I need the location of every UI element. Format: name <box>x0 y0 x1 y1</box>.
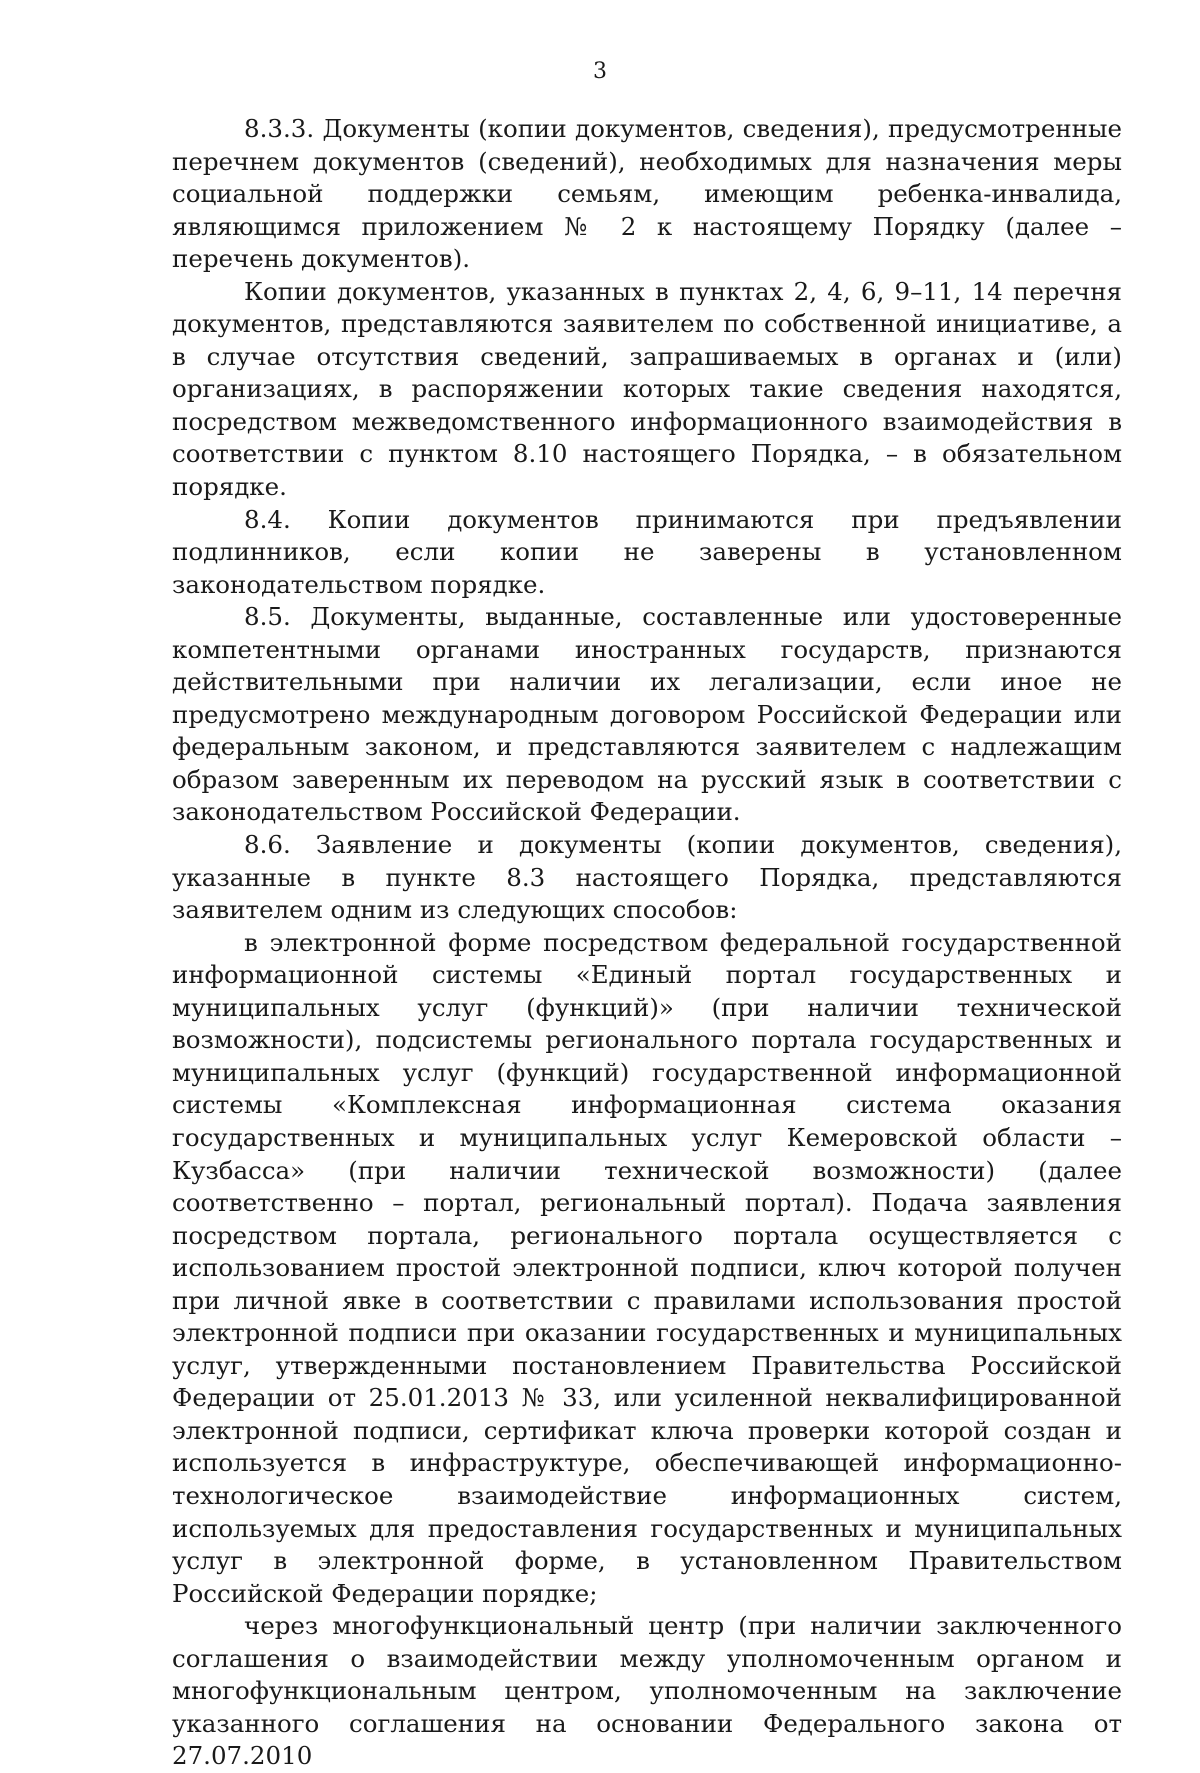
paragraph-8-5: 8.5. Документы, выданные, составленные или удостоверенные компетентными органами иностранных государств, признаются действительными при наличии их легализации, если иное не предусмотрено международным договором Российской Федерации или федеральным законом, и представляются заявителем с надлежащим образом заверенным их переводом на русский язык в соответствии с законодательством Российской Федерации. <box>172 602 1122 827</box>
paragraph-copies-of-documents: Копии документов, указанных в пунктах 2, 4, 6, 9–11, 14 перечня документов, представляются заявителем по собственной инициативе, а в случае отсутствия сведений, запрашиваемых в органах и (или) организациях, в распоряжении которых такие сведения находятся, посредством межведомственного информационного взаимодействия в соответствии с пунктом 8.10 настоящего Порядка, – в обязательном порядке. <box>172 276 1122 502</box>
paragraph-8-3-3: 8.3.3. Документы (копии документов, сведения), предусмотренные перечнем документов (сведений), необходимых для назначения меры социальной поддержки семьям, имеющим ребенка-инвалида, являющимся приложением № 2 к настоящему Порядку (далее – перечень документов). <box>172 114 1122 274</box>
document-body <box>172 113 1122 1773</box>
paragraph-multifunctional-center: через многофункциональный центр (при наличии заключенного соглашения о взаимодействии между уполномоченным органом и многофункциональным центром, уполномоченным на заключение указанного соглашения на основании Федерального закона от 27.07.2010 <box>172 1611 1122 1771</box>
page-number: 3 <box>593 59 607 84</box>
paragraph-8-4: 8.4. Копии документов принимаются при предъявлении подлинников, если копии не заверены в установленном законодательством порядке. <box>172 504 1122 599</box>
paragraph-8-6: 8.6. Заявление и документы (копии документов, сведения), указанные в пункте 8.3 настоящего Порядка, представляются заявителем одним из следующих способов: <box>172 830 1122 925</box>
paragraph-electronic-form: в электронной форме посредством федеральной государственной информационной системы «Единый портал государственных и муниципальных услуг (функций)» (при наличии технической возможности), подсистемы регионального портала государственных и муниципальных услуг (функций) государственной информационной системы «Комплексная информационная система оказания государственных и муниципальных услуг Кемеровской области – Кузбасса» (при наличии технической возможности) (далее соответственно – портал, региональный портал). Подача заявления посредством портала, регионального портала осуществляется с использованием простой электронной подписи, ключ которой получен при личной явке в соответствии с правилами использования простой электронной подписи при оказании государственных и муниципальных услуг, утвержденными постановлением Правительства Российской Федерации от 25.01.2013 № 33, или усиленной неквалифицированной электронной подписи, сертификат ключа проверки которой создан и используется в инфраструктуре, обеспечивающей информационно-технологическое взаимодействие информационных систем, используемых для предоставления государственных и муниципальных услуг в электронной форме, в установленном Правительством Российской Федерации порядке; <box>172 927 1122 1608</box>
